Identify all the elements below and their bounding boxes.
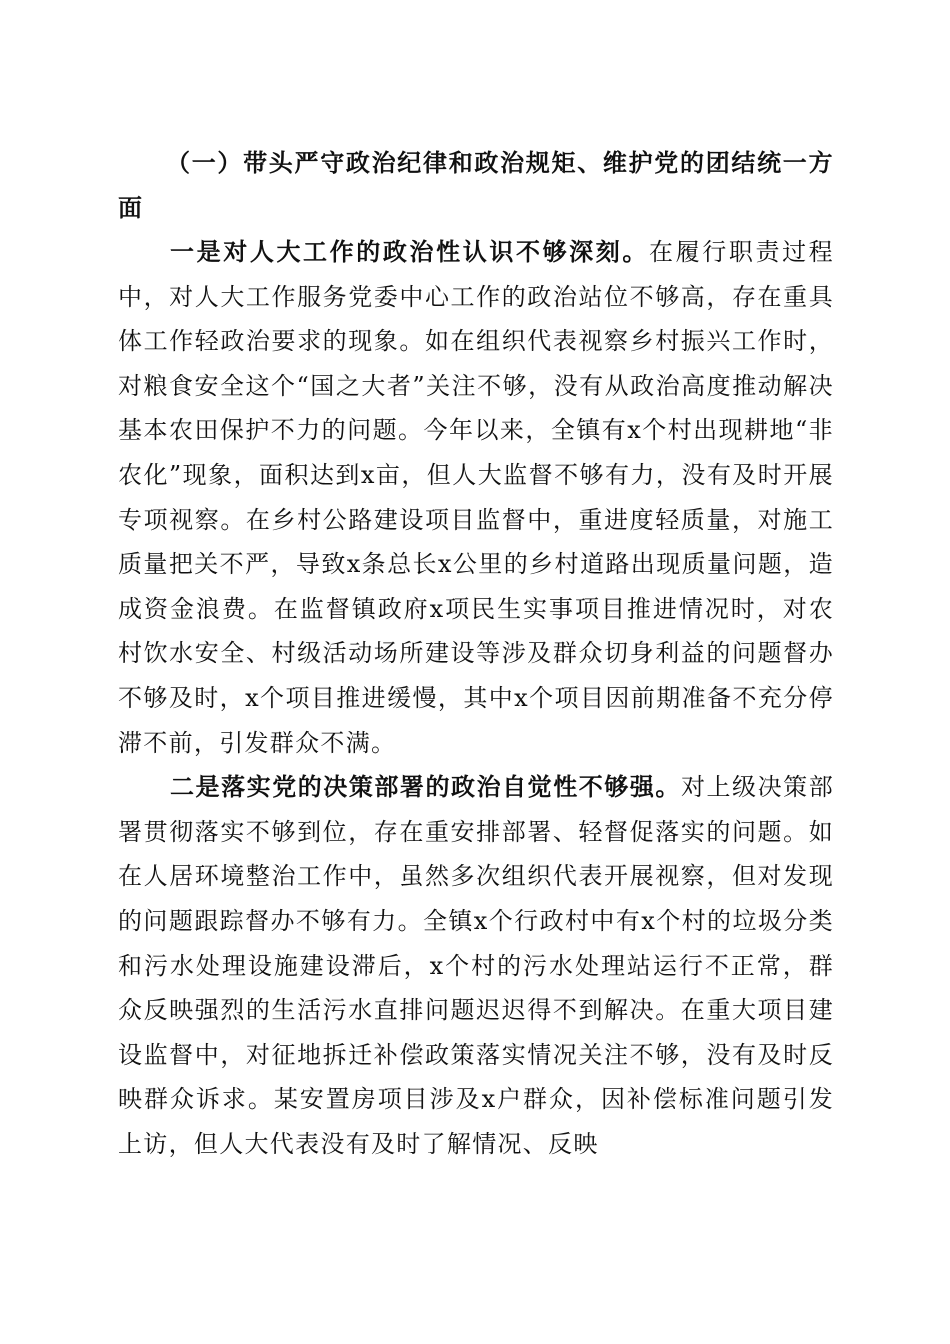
- paragraph-1-lead: 一是对人大工作的政治性认识不够深刻。: [170, 237, 650, 266]
- paragraph-1-body: 在履行职责过程中，对人大工作服务党委中心工作的政治站位不够高，存在重具体工作轻政治要求的现象。如在组织代表视察乡村振兴工作时，对粮食安全这个“国之大者”关注不够，没有从政治高度推动解决基本农田保护不力的问题。今年以来，全镇有x个村出现耕地“非农化”现象，面积达到x亩，但人大监督不够有力，没有及时开展专项视察。在乡村公路建设项目监督中，重进度轻质量，对施工质量把关不严，导致x条总长x公里的乡村道路出现质量问题，造成资金浪费。在监督镇政府x项民生实事项目推进情况时，对农村饮水安全、村级活动场所建设等涉及群众切身利益的问题督办不够及时，x个项目推进缓慢，其中x个项目因前期准备不充分停滞不前，引发群众不满。: [118, 238, 834, 757]
- section-heading: （一）带头严守政治纪律和政治规矩、维护党的团结统一方面: [118, 148, 834, 222]
- document-page: [118, 140, 834, 1166]
- paragraph-2: [118, 765, 834, 1166]
- paragraph-1: [118, 230, 834, 765]
- paragraph-2-lead: 二是落实党的决策部署的政治自觉性不够强。: [170, 772, 681, 802]
- paragraph-2-body: 对上级决策部署贯彻落实不够到位，存在重安排部署、轻督促落实的问题。如在人居环境整治工作中，虽然多次组织代表开展视察，但对发现的问题跟踪督办不够有力。全镇x个行政村中有x个村的垃圾分类和污水处理设施建设滞后，x个村的污水处理站运行不正常，群众反映强烈的生活污水直排问题迟迟得不到解决。在重大项目建设监督中，对征地拆迁补偿政策落实情况关注不够，没有及时反映群众诉求。某安置房项目涉及x户群众，因补偿标准问题引发上访，但人大代表没有及时了解情况、反映: [118, 773, 834, 1158]
